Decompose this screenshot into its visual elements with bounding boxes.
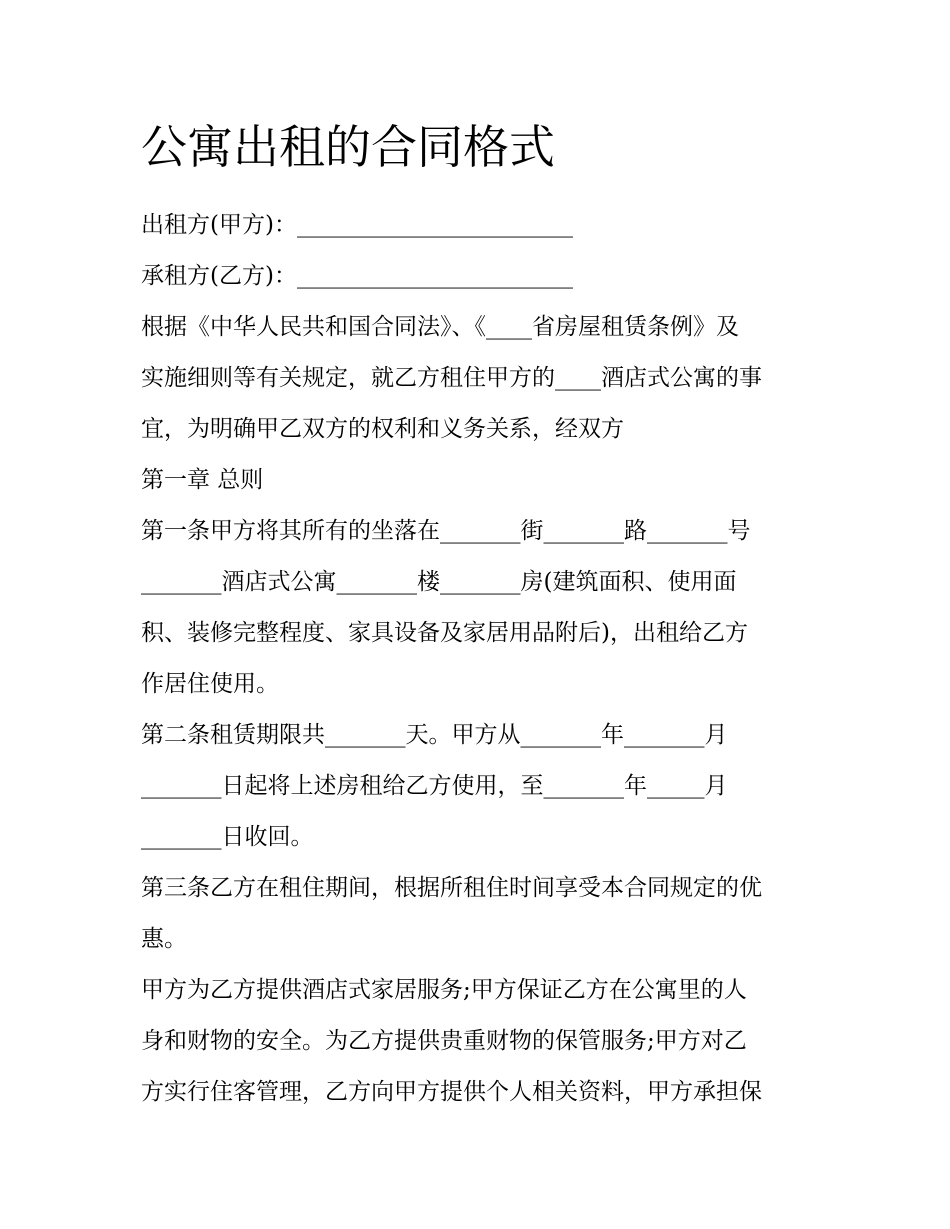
article-3-line-2: 惠。 xyxy=(141,926,187,952)
article-3-line-1: 第三条乙方在租住期间，根据所租住时间享受本合同规定的优 xyxy=(141,875,762,901)
article-1-line-1: 第一条甲方将其所有的坐落在_______街_______路_______号 xyxy=(141,518,751,544)
lessee-line: 承租方(乙方)：________________________ xyxy=(141,263,573,289)
article-2-line-2: _______日起将上述房租给乙方使用，至_______年_____月 xyxy=(141,773,728,799)
preamble-line-1: 根据《中华人民共和国合同法》、《____省房屋租赁条例》及 xyxy=(141,314,739,340)
chapter-heading: 第一章 总则 xyxy=(141,467,264,493)
article-1-line-3: 积、装修完整程度、家具设备及家居用品附后)，出租给乙方 xyxy=(141,620,748,646)
article-2-line-1: 第二条租赁期限共_______天。甲方从_______年_______月 xyxy=(141,722,728,748)
document-title: 公寓出租的合同格式 xyxy=(141,120,555,174)
article-1-line-2: _______酒店式公寓_______楼_______房(建筑面积、使用面 xyxy=(141,569,737,595)
services-line-1: 甲方为乙方提供酒店式家居服务;甲方保证乙方在公寓里的人 xyxy=(141,977,747,1003)
document-page xyxy=(141,112,821,1118)
preamble-line-3: 宜，为明确甲乙双方的权利和义务关系，经双方 xyxy=(141,416,624,442)
services-line-3: 方实行住客管理，乙方向甲方提供个人相关资料，甲方承担保 xyxy=(141,1079,762,1105)
services-line-2: 身和财物的安全。为乙方提供贵重财物的保管服务;甲方对乙 xyxy=(141,1028,747,1054)
article-1-line-4: 作居住使用。 xyxy=(141,671,279,697)
lessor-line: 出租方(甲方)：________________________ xyxy=(141,212,573,238)
preamble-line-2: 实施细则等有关规定，就乙方租住甲方的____酒店式公寓的事 xyxy=(141,365,762,391)
article-2-line-3: _______日收回。 xyxy=(141,824,314,850)
